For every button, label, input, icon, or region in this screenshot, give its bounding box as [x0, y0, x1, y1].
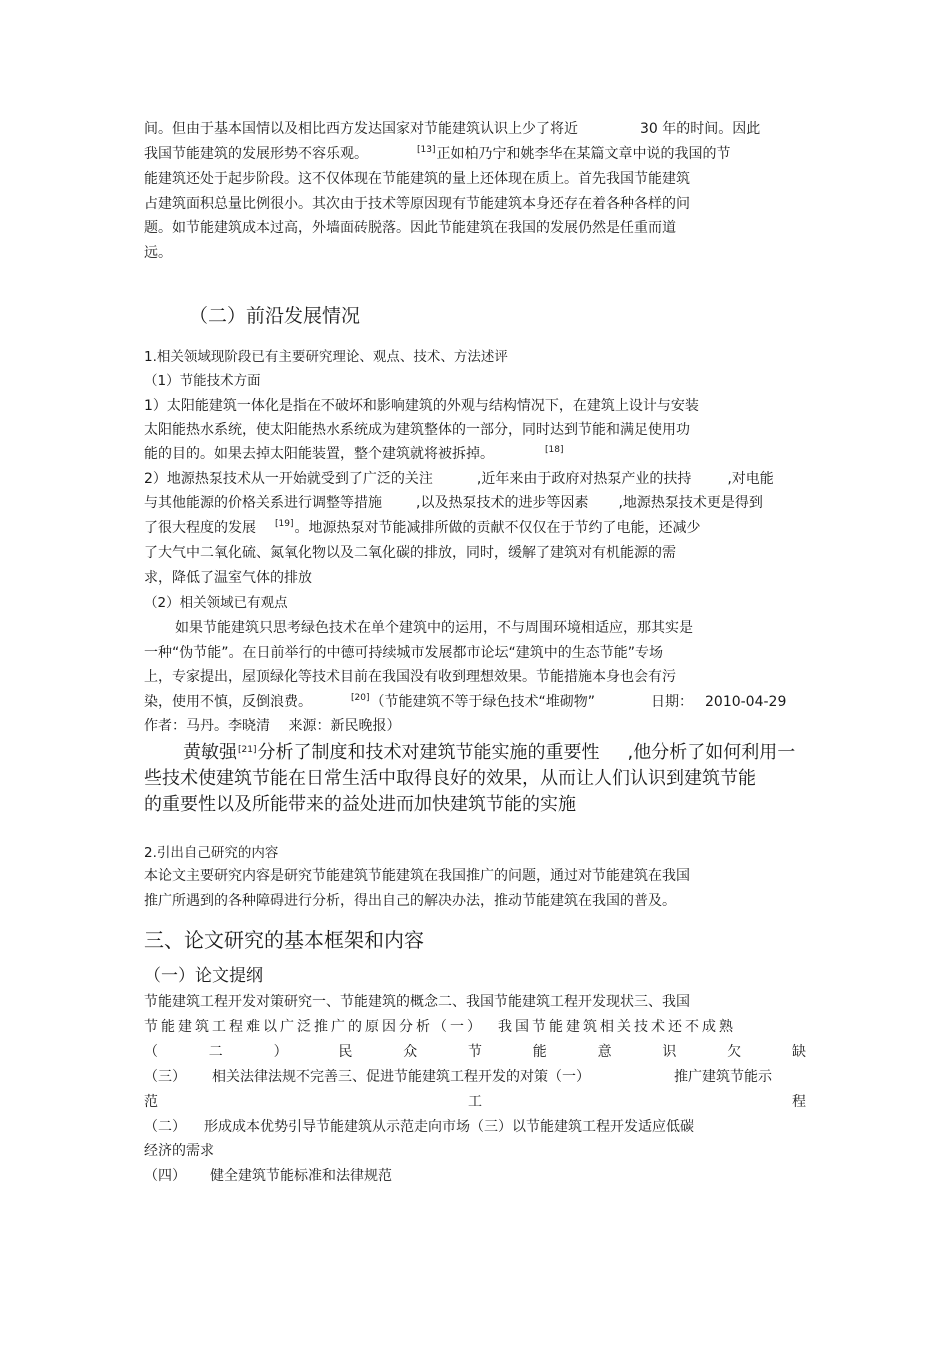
outline-char: 能: [532, 1044, 547, 1060]
outline-char: 缺: [791, 1044, 806, 1060]
outline-line-2: [144, 1018, 736, 1036]
heatpump-para-line-3: [144, 519, 700, 539]
outline-line-4: [144, 1068, 772, 1086]
intro-line-2: [144, 145, 730, 165]
citation-13: [13]: [417, 145, 436, 155]
heatpump-line-2-c: ,地源热泵技术更是得到: [618, 495, 763, 511]
intro-line-2-tail: 正如柏乃宁和姚李华在某篇文章中说的我国的节: [436, 146, 731, 162]
outline-char: 众: [403, 1044, 418, 1060]
own-research-line-2: 推广所遇到的各种障碍进行分析，得出自己的解决办法，推动节能建筑在我国的普及。: [144, 893, 676, 909]
outline-char: 意: [597, 1044, 612, 1060]
outline-line-8-b: 健全建筑节能标准和法律规范: [210, 1168, 392, 1184]
subheading-existing-views: （2）相关领域已有观点: [144, 595, 288, 611]
huang-line-1-b: 分析了制度和技术对建筑节能实施的重要性: [257, 742, 600, 763]
outline-line-1: 节能建筑工程开发对策研究一、节能建筑的概念二、我国节能建筑工程开发现状三、我国: [144, 994, 690, 1010]
heatpump-para-line-2: [144, 494, 763, 512]
views-para-line-5: 作者：马丹。李晓清 来源：新民晚报）: [144, 718, 401, 734]
views-para-line-1: 如果节能建筑只思考绿色技术在单个建筑中的运用，不与周围环境相适应，那其实是: [175, 620, 693, 636]
solar-para-line-3-text: 能的目的。如果去掉太阳能装置，整个建筑就将被拆掉。: [144, 446, 494, 462]
outline-line-6-b: 形成成本优势引导节能建筑从示范走向市场（三）以节能建筑工程开发适应低碳: [204, 1119, 694, 1135]
views-para-line-2: 一种“伪节能”。在日前举行的中德可持续城市发展都市论坛“建筑中的生态节能”专场: [144, 645, 664, 661]
outline-char: 二: [208, 1044, 223, 1060]
outline-line-8: [144, 1167, 392, 1185]
heatpump-line-3-b: 。地源热泵对节能减排所做的贡献不仅仅在于节约了电能，还减少: [294, 520, 701, 536]
solar-para-line-1: 1）太阳能建筑一体化是指在不破坏和影响建筑的外观与结构情况下，在建筑上设计与安装: [144, 398, 699, 414]
outline-line-6-a: （二）: [144, 1119, 186, 1135]
outline-char: 工: [468, 1094, 482, 1110]
outline-char: 民: [338, 1044, 353, 1060]
intro-line-2-text: 我国节能建筑的发展形势不容乐观。: [144, 146, 368, 162]
outline-line-3: [144, 1043, 806, 1061]
views-line-4-b: （节能建筑不等于绿色技术“堆砌物”: [370, 694, 595, 710]
outline-line-2-a: 节能建筑工程难以广泛推广的原因分析（一）: [144, 1019, 484, 1035]
heatpump-line-3-a: 了很大程度的发展: [144, 520, 256, 536]
own-research-line-1: 本论文主要研究内容是研究节能建筑节能建筑在我国推广的问题，通过对节能建筑在我国: [144, 868, 690, 884]
outline-char: 节: [467, 1044, 482, 1060]
heatpump-para-line-1: [144, 470, 774, 488]
citation-21: [21]: [238, 745, 257, 755]
intro-line-3: 能建筑还处于起步阶段。这不仅体现在节能建筑的量上还体现在质上。首先我国节能建筑: [144, 171, 690, 187]
intro-line-1-text: 间。但由于基本国情以及相比西方发达国家对节能建筑认识上少了将近: [144, 121, 578, 137]
heatpump-line-2-b: ,以及热泵技术的进步等因素: [416, 495, 589, 511]
views-line-4-date-label: 日期：: [651, 694, 693, 710]
huang-para-line-1: [183, 741, 795, 768]
views-para-line-4: [144, 693, 786, 713]
outline-line-7: 经济的需求: [144, 1143, 214, 1159]
subheading-energy-tech: （1）节能技术方面: [144, 373, 261, 389]
outline-char: 识: [662, 1044, 677, 1060]
heatpump-para-line-4: 了大气中二氧化硫、氮氧化物以及二氧化碳的排放，同时，缓解了建筑对有机能源的需: [144, 545, 676, 561]
outline-line-6: [144, 1118, 694, 1136]
intro-line-1: [144, 120, 760, 138]
views-para-line-3: 上，专家提出，屋顶绿化等技术目前在我国没有收到理想效果。节能措施本身也会有污: [144, 669, 676, 685]
heatpump-para-line-5: 求，降低了温室气体的排放: [144, 570, 312, 586]
heatpump-line-1-c: ,对电能: [727, 471, 774, 487]
intro-line-4: 占建筑面积总量比例很小。其次由于技术等原因现有节能建筑本身还存在着各种各样的问: [144, 196, 690, 212]
outline-line-2-b: 我国节能建筑相关技术还不成熟: [498, 1019, 736, 1035]
subheading-outline: （一）论文提纲: [144, 966, 263, 986]
citation-18: [18]: [545, 445, 564, 455]
item-2-heading: 2.引出自己研究的内容: [144, 845, 279, 861]
huang-line-1-c: ,他分析了如何利用一: [627, 742, 796, 763]
outline-char: 范: [144, 1094, 158, 1110]
intro-line-5: 题。如节能建筑成本过高，外墙面砖脱落。因此节能建筑在我国的发展仍然是任重而道: [144, 220, 676, 236]
outline-char: ）: [273, 1044, 288, 1060]
heatpump-line-2-a: 与其他能源的价格关系进行调整等措施: [144, 495, 382, 511]
solar-para-line-2: 太阳能热水系统，使太阳能热水系统成为建筑整体的一部分，同时达到节能和满足使用功: [144, 422, 690, 438]
outline-char: 程: [792, 1094, 806, 1110]
heatpump-line-1-a: 2）地源热泵技术从一开始就受到了广泛的关注: [144, 471, 433, 487]
intro-line-6: 远。: [144, 245, 172, 261]
solar-para-line-3: [144, 445, 564, 465]
outline-line-5: [144, 1093, 806, 1111]
outline-char: （: [144, 1044, 158, 1060]
outline-char: 欠: [727, 1044, 742, 1060]
outline-line-4-b: 相关法律法规不完善三、促进节能建筑工程开发的对策（一）: [212, 1069, 590, 1085]
section-heading-framework: 三、论文研究的基本框架和内容: [144, 928, 424, 952]
views-line-4-a: 染，使用不慎，反倒浪费。: [144, 694, 312, 710]
section-heading-frontier: （二）前沿发展情况: [189, 305, 361, 327]
intro-line-1-number: 30 年的时间。因此: [640, 121, 761, 137]
citation-19: [19]: [275, 519, 294, 529]
huang-para-line-2: 些技术使建筑节能在日常生活中取得良好的效果，从而让人们认识到建筑节能: [144, 768, 756, 789]
views-line-4-date-value: 2010-04-29: [705, 694, 787, 710]
citation-20: [20]: [351, 693, 370, 703]
item-1-heading: 1.相关领域现阶段已有主要研究理论、观点、技术、方法述评: [144, 349, 508, 365]
huang-line-1-a: 黄敏强: [183, 742, 237, 763]
outline-line-4-c: 推广建筑节能示: [674, 1069, 772, 1085]
huang-para-line-3: 的重要性以及所能带来的益处进而加快建筑节能的实施: [144, 794, 576, 815]
outline-line-4-a: （三）: [144, 1069, 186, 1085]
heatpump-line-1-b: ,近年来由于政府对热泵产业的扶持: [476, 471, 692, 487]
outline-line-8-a: （四）: [144, 1168, 186, 1184]
